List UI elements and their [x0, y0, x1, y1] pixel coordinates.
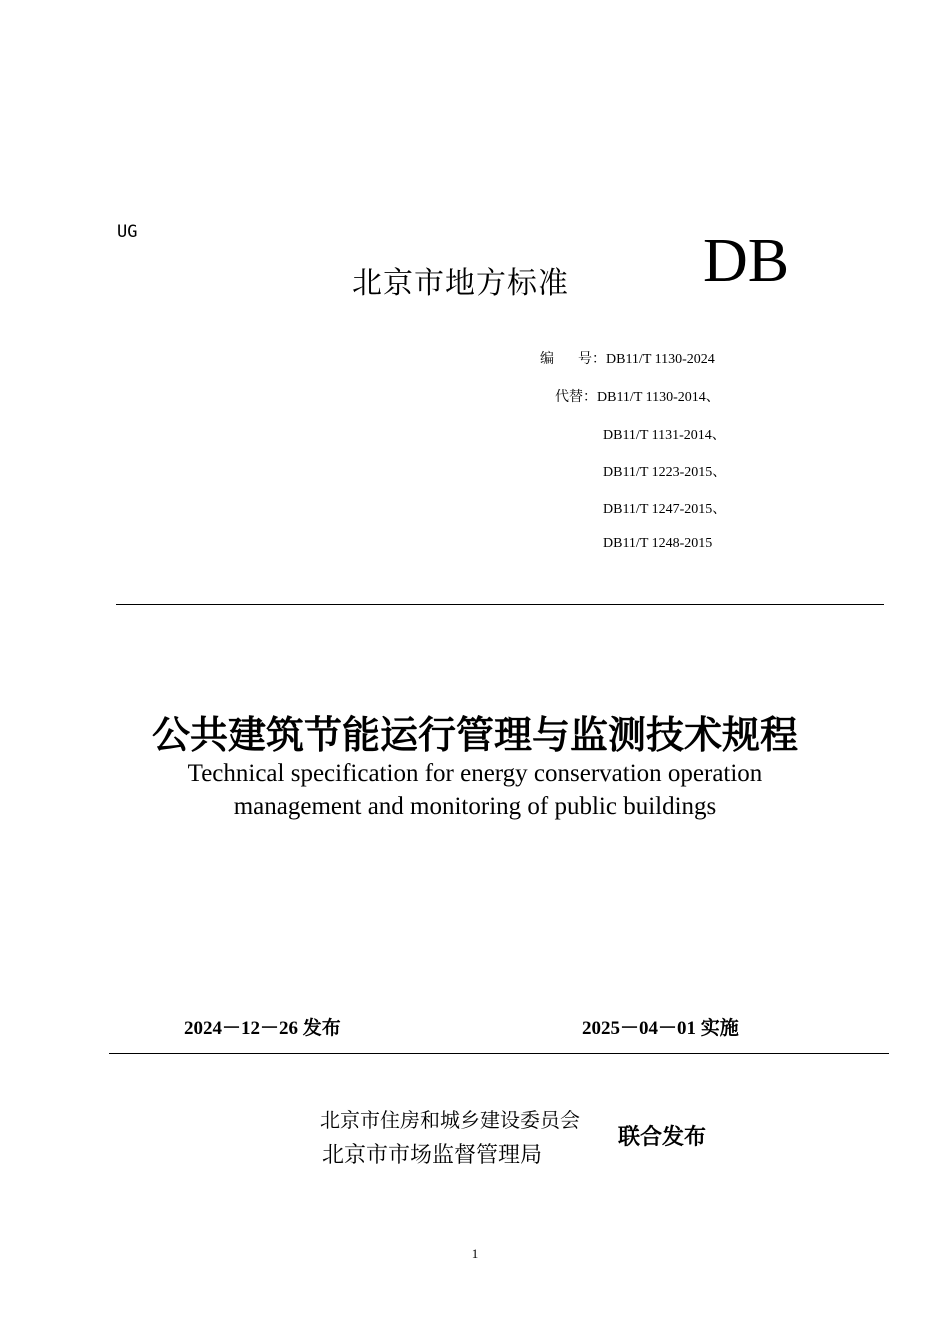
bottom-divider [109, 1053, 889, 1054]
standard-number-label-2: 号： [578, 351, 606, 367]
standard-number-value: DB11/T 1130-2024 [606, 352, 715, 367]
issuer-housing-commission: 北京市住房和城乡建设委员会 [320, 1108, 580, 1132]
replaces-first [555, 386, 720, 406]
replaces-item: DB11/T 1248-2015 [603, 536, 713, 551]
document-title-cn: 公共建筑节能运行管理与监测技术规程 [151, 713, 798, 757]
top-divider [116, 604, 884, 605]
replaces-item: DB11/T 1247-2015、 [603, 502, 727, 517]
replaces-label: 代替： [555, 389, 597, 405]
standard-number-label-1: 编 [540, 351, 554, 367]
replaces-item: DB11/T 1131-2014、 [603, 428, 726, 443]
standard-type-label: 北京市地方标准 [352, 266, 569, 301]
replaces-item: DB11/T 1130-2014、 [597, 390, 720, 405]
db-logo-mark: DB [703, 227, 790, 295]
joint-issue-label: 联合发布 [618, 1125, 707, 1150]
document-title-en-line2: management and monitoring of public buildings [233, 793, 717, 820]
replaces-item: DB11/T 1223-2015、 [603, 465, 727, 480]
issue-date: 2024－12－26 发布 [184, 1018, 341, 1039]
classification-code: UG [117, 222, 138, 242]
document-title-en-line1: Technical specification for energy conservation operation [187, 760, 763, 787]
implementation-date: 2025－04－01 实施 [582, 1018, 739, 1039]
issuer-market-regulation: 北京市市场监督管理局 [322, 1143, 543, 1168]
page-number: 1 [471, 1246, 479, 1261]
standard-number [540, 348, 715, 368]
